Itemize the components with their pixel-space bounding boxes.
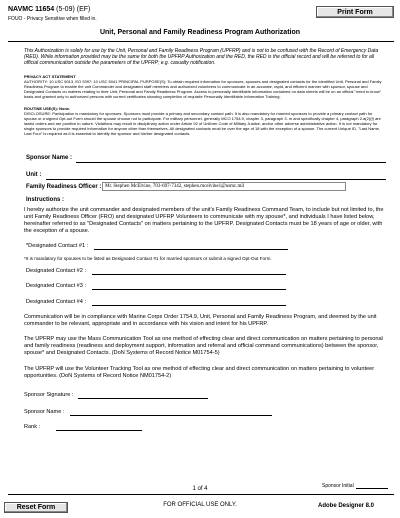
print-form-button[interactable]: Print Form xyxy=(316,6,394,18)
sponsor-signature-field[interactable] xyxy=(78,398,208,399)
contact-1-field[interactable] xyxy=(94,249,288,250)
classification-note: FOUO - Privacy Sensitive when filled in. xyxy=(8,16,97,22)
page-title: Unit, Personal and Family Readiness Program Authorization xyxy=(99,29,301,36)
instructions-text: I hereby authorize the unit commander and designated members of the unit's Family Readiness Command Team, to include but not limited to, the unit Family Readiness Officer (FRO) and designated UPFRP Volunteers to communicate with my spouse*, and individuals I have listed below, hereinafter referred to as "Designated Contacts" on matters pertaining to the UPFRP. Designated Contacts must be 18 years of age or older, with the exception of a spouse. xyxy=(24,207,384,234)
volunteer-tracking-paragraph: The UPFRP will use the Volunteer Tracking Tool as one method of effecting clear and direct communication on matters pertaining to volunteer opportunities. (DoN Systems of Record Notice NM01754-2) xyxy=(24,366,375,379)
privacy-act-authority: AUTHORITY: 10 USC 5013, EO 9397; 10 USC 5041 PRINCIPAL PURPOSE(S): To obtain required information for sponsors, spouses and designated contacts for the identified Unit, Personal and Family Readiness Program to enable the unit Commander and designated staff members and authorized volunteers to communicate in an accurate, rapid, and efficient manner with sponsor, spouse and Designated Contacts on matters relating to their Unit, Personal and Family Readiness Program. Access to personally identifiable information contained on data sheets will be on an official "need to know" basis and granted only to authorized persons with current certificates showing completion of requisite Personally Identifiable Information Training. xyxy=(24,79,382,99)
contact-1-note: *It is mandatory for spouses to be listed as Designated Contact #1 for married sponsors or submit a signed Opt-Out Form. xyxy=(24,256,272,261)
official-use-note: FOR OFFICIAL USE ONLY. xyxy=(163,502,237,508)
form-number: NAVMC 11654 xyxy=(8,6,55,13)
compliance-paragraph: Communication will be in compliance with Marine Corps Order 1754.9, Unit, Personal and Family Readiness Program, and deemed by the unit commander to be relevant, appropriate and in accordance with his vision and intent for his UPFRP. xyxy=(24,314,377,327)
sponsor-name-sig-label: Sponsor Name : xyxy=(24,409,65,415)
footer-divider xyxy=(8,494,394,495)
fro-field[interactable]: Mr. Stephen McElvine, 703-697-7342, stephen.mcelvine1@usmc.mil xyxy=(102,182,346,191)
mass-communication-paragraph: The UPFRP may use the Mass Communication Tool as one method of effecting clear and direct communication on matters pertaining to personal and family readiness (readiness and deployment support, information and referral and official command communications) between the sponsor, spouse* and Designated Contacts. (DoN Systems of Record Notice M01754-5) xyxy=(24,336,383,356)
contact-3-label: Designated Contact #3 : xyxy=(26,283,87,289)
contact-1-label: *Designated Contact #1 : xyxy=(26,243,89,249)
sponsor-initial-label: Sponsor Initial xyxy=(322,483,354,489)
contact-4-field[interactable] xyxy=(92,305,286,306)
sponsor-name-field[interactable] xyxy=(76,162,386,163)
contact-2-label: Designated Contact #2 : xyxy=(26,268,87,274)
privacy-act-heading: PRIVACY ACT STATEMENT xyxy=(24,74,76,79)
sponsor-name-sig-field[interactable] xyxy=(70,415,272,416)
sponsor-signature-label: Sponsor Signature : xyxy=(24,392,74,398)
rank-field[interactable] xyxy=(56,430,142,431)
rank-label: Rank : xyxy=(24,424,41,430)
unit-label: Unit : xyxy=(26,172,42,178)
unit-field[interactable] xyxy=(46,179,386,180)
reset-form-button[interactable]: Reset Form xyxy=(4,502,68,513)
page-number: 1 of 4 xyxy=(192,486,208,492)
form-version: (5-09) (EF) xyxy=(54,6,91,13)
software-label: Adobe Designer 8.0 xyxy=(318,503,375,509)
sponsor-name-label: Sponsor Name : xyxy=(26,155,73,161)
routine-uses: ROUTINE USE(S): None. xyxy=(24,106,71,111)
disclosure-text: DISCLOSURE: Participation is mandatory for sponsors. Sponsors must provide a primary and secondary contact path. It is also mandatory for married sponsors to provide a primary contact path for spouse or a signed Opt-out Form should the spouse choose not to participate. For military personnel, generally MCO 1754.9, chapter 3, paragraph 3. m and specifically chapter 4, paragraph 2.a(2)(f) are lawful orders and are punitive in nature. Violations may result in disciplinary action under Article 92 of Uniform Code of Military Justice, and/or other adverse administrative action. It is not mandatory for single sponsors to provide required information for anyone other than themselves. All designated contacts must be over the age of 18 with the exception of a spouse. The current Unique ID, "Last Name, Last Four" is required as it is essential to identify the sponsor and his/her designated contacts. xyxy=(24,111,381,136)
form-id xyxy=(8,6,90,13)
contact-3-field[interactable] xyxy=(92,289,286,290)
fro-label: Family Readiness Officer : xyxy=(26,184,102,190)
instructions-heading: Instructions : xyxy=(26,197,65,203)
contact-4-label: Designated Contact #4 : xyxy=(26,299,87,305)
intro-text: This Authorization is solely for use by the Unit, Personal and Family Readiness Program (UPFRP) and is not to be confused with the Record of Emergency Data (RED). While information provided may be the same for both the UPFRP Authorization and the RED, the RED is the official record and will be referred to for all official communication outside the parameters of the UPFRP; e.g. casualty notification. xyxy=(24,48,379,66)
title-divider xyxy=(8,41,394,42)
contact-2-field[interactable] xyxy=(92,274,286,275)
